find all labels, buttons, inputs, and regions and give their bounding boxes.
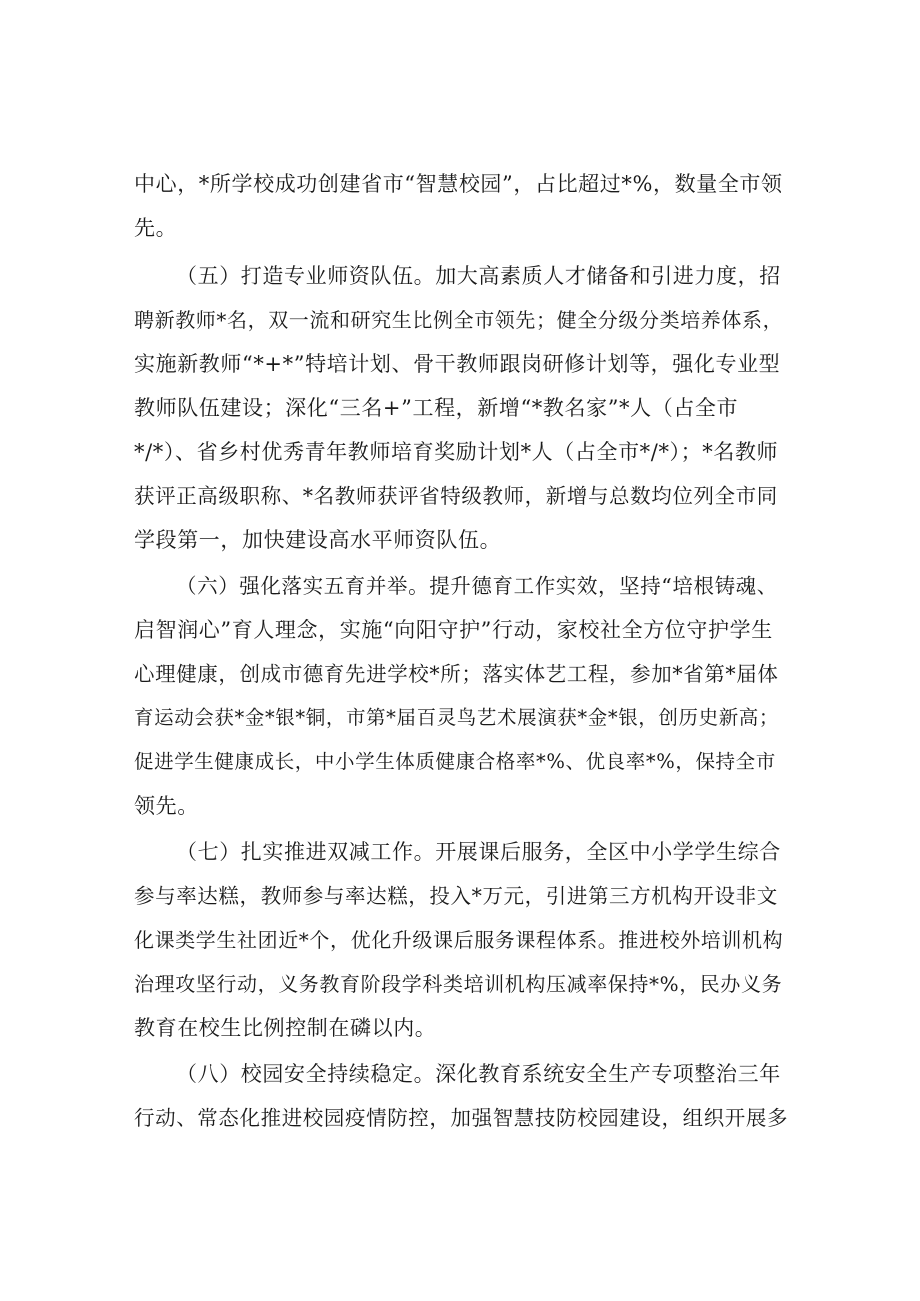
text-line: 教育在校生比例控制在磷以内。: [134, 1016, 437, 1040]
text-line: 治理攻坚行动，义务教育阶段学科类培训机构压减率保持*%，民办义务: [134, 972, 783, 996]
paragraph-7-heading-line: （七）扎实推进双减工作。开展课后服务，全区中小学学生综合: [176, 840, 781, 864]
text-line: 学段第一，加快建设高水平师资队伍。: [134, 528, 502, 552]
text-line: 启智润心”育人理念，实施“向阳守护”行动，家校社全方位守护学生: [134, 618, 773, 642]
text-line: 行动、常态化推进校园疫情防控，加强智慧技防校园建设，组织开展多: [134, 1106, 789, 1130]
text-line: 聘新教师*名，双一流和研究生比例全市领先；健全分级分类培养体系，: [134, 308, 784, 332]
text-line: 化课类学生社团近*个，优化升级课后服务课程体系。推进校外培训机构: [134, 928, 784, 952]
text-line: 心理健康，创成市德育先进学校*所；落实体艺工程，参加*省第*届体: [134, 662, 779, 686]
text-line: 参与率达糕，教师参与率达糕，投入*万元，引进第三方机构开设非文: [134, 884, 778, 908]
text-line: 领先。: [134, 794, 199, 818]
text-line: 促进学生健康成长，中小学生体质健康合格率*%、优良率*%，保持全市: [134, 750, 776, 773]
text-line: 先。: [134, 216, 178, 240]
paragraph-5-heading-line: （五）打造专业师资队伍。加大高素质人才储备和引进力度，招: [176, 264, 781, 288]
text-line: 育运动会获*金*银*铜，市第*届百灵鸟艺术展演获*金*银，创历史新高；: [134, 706, 780, 729]
text-line: 中心，*所学校成功创建省市“智慧校园”，占比超过*%，数量全市领: [134, 172, 783, 196]
text-line: 实施新教师“*+*”特培计划、骨干教师跟岗研修计划等，强化专业型: [134, 352, 781, 376]
text-line: 获评正高级职称、*名教师获评省特级教师，新增与总数均位列全市同: [134, 484, 778, 508]
paragraph-8-heading-line: （八）校园安全持续稳定。深化教育系统安全生产专项整治三年: [176, 1062, 781, 1086]
paragraph-6-heading-line: （六）强化落实五育并举。提升德育工作实效，坚持“培根铸魂、: [176, 574, 778, 598]
text-line: */*）、省乡村优秀青年教师培育奖励计划*人（占全市*/*）；*名教师: [134, 440, 779, 464]
text-line: 教师队伍建设；深化“三名+”工程，新增“*教名家”*人（占全市: [134, 396, 739, 420]
